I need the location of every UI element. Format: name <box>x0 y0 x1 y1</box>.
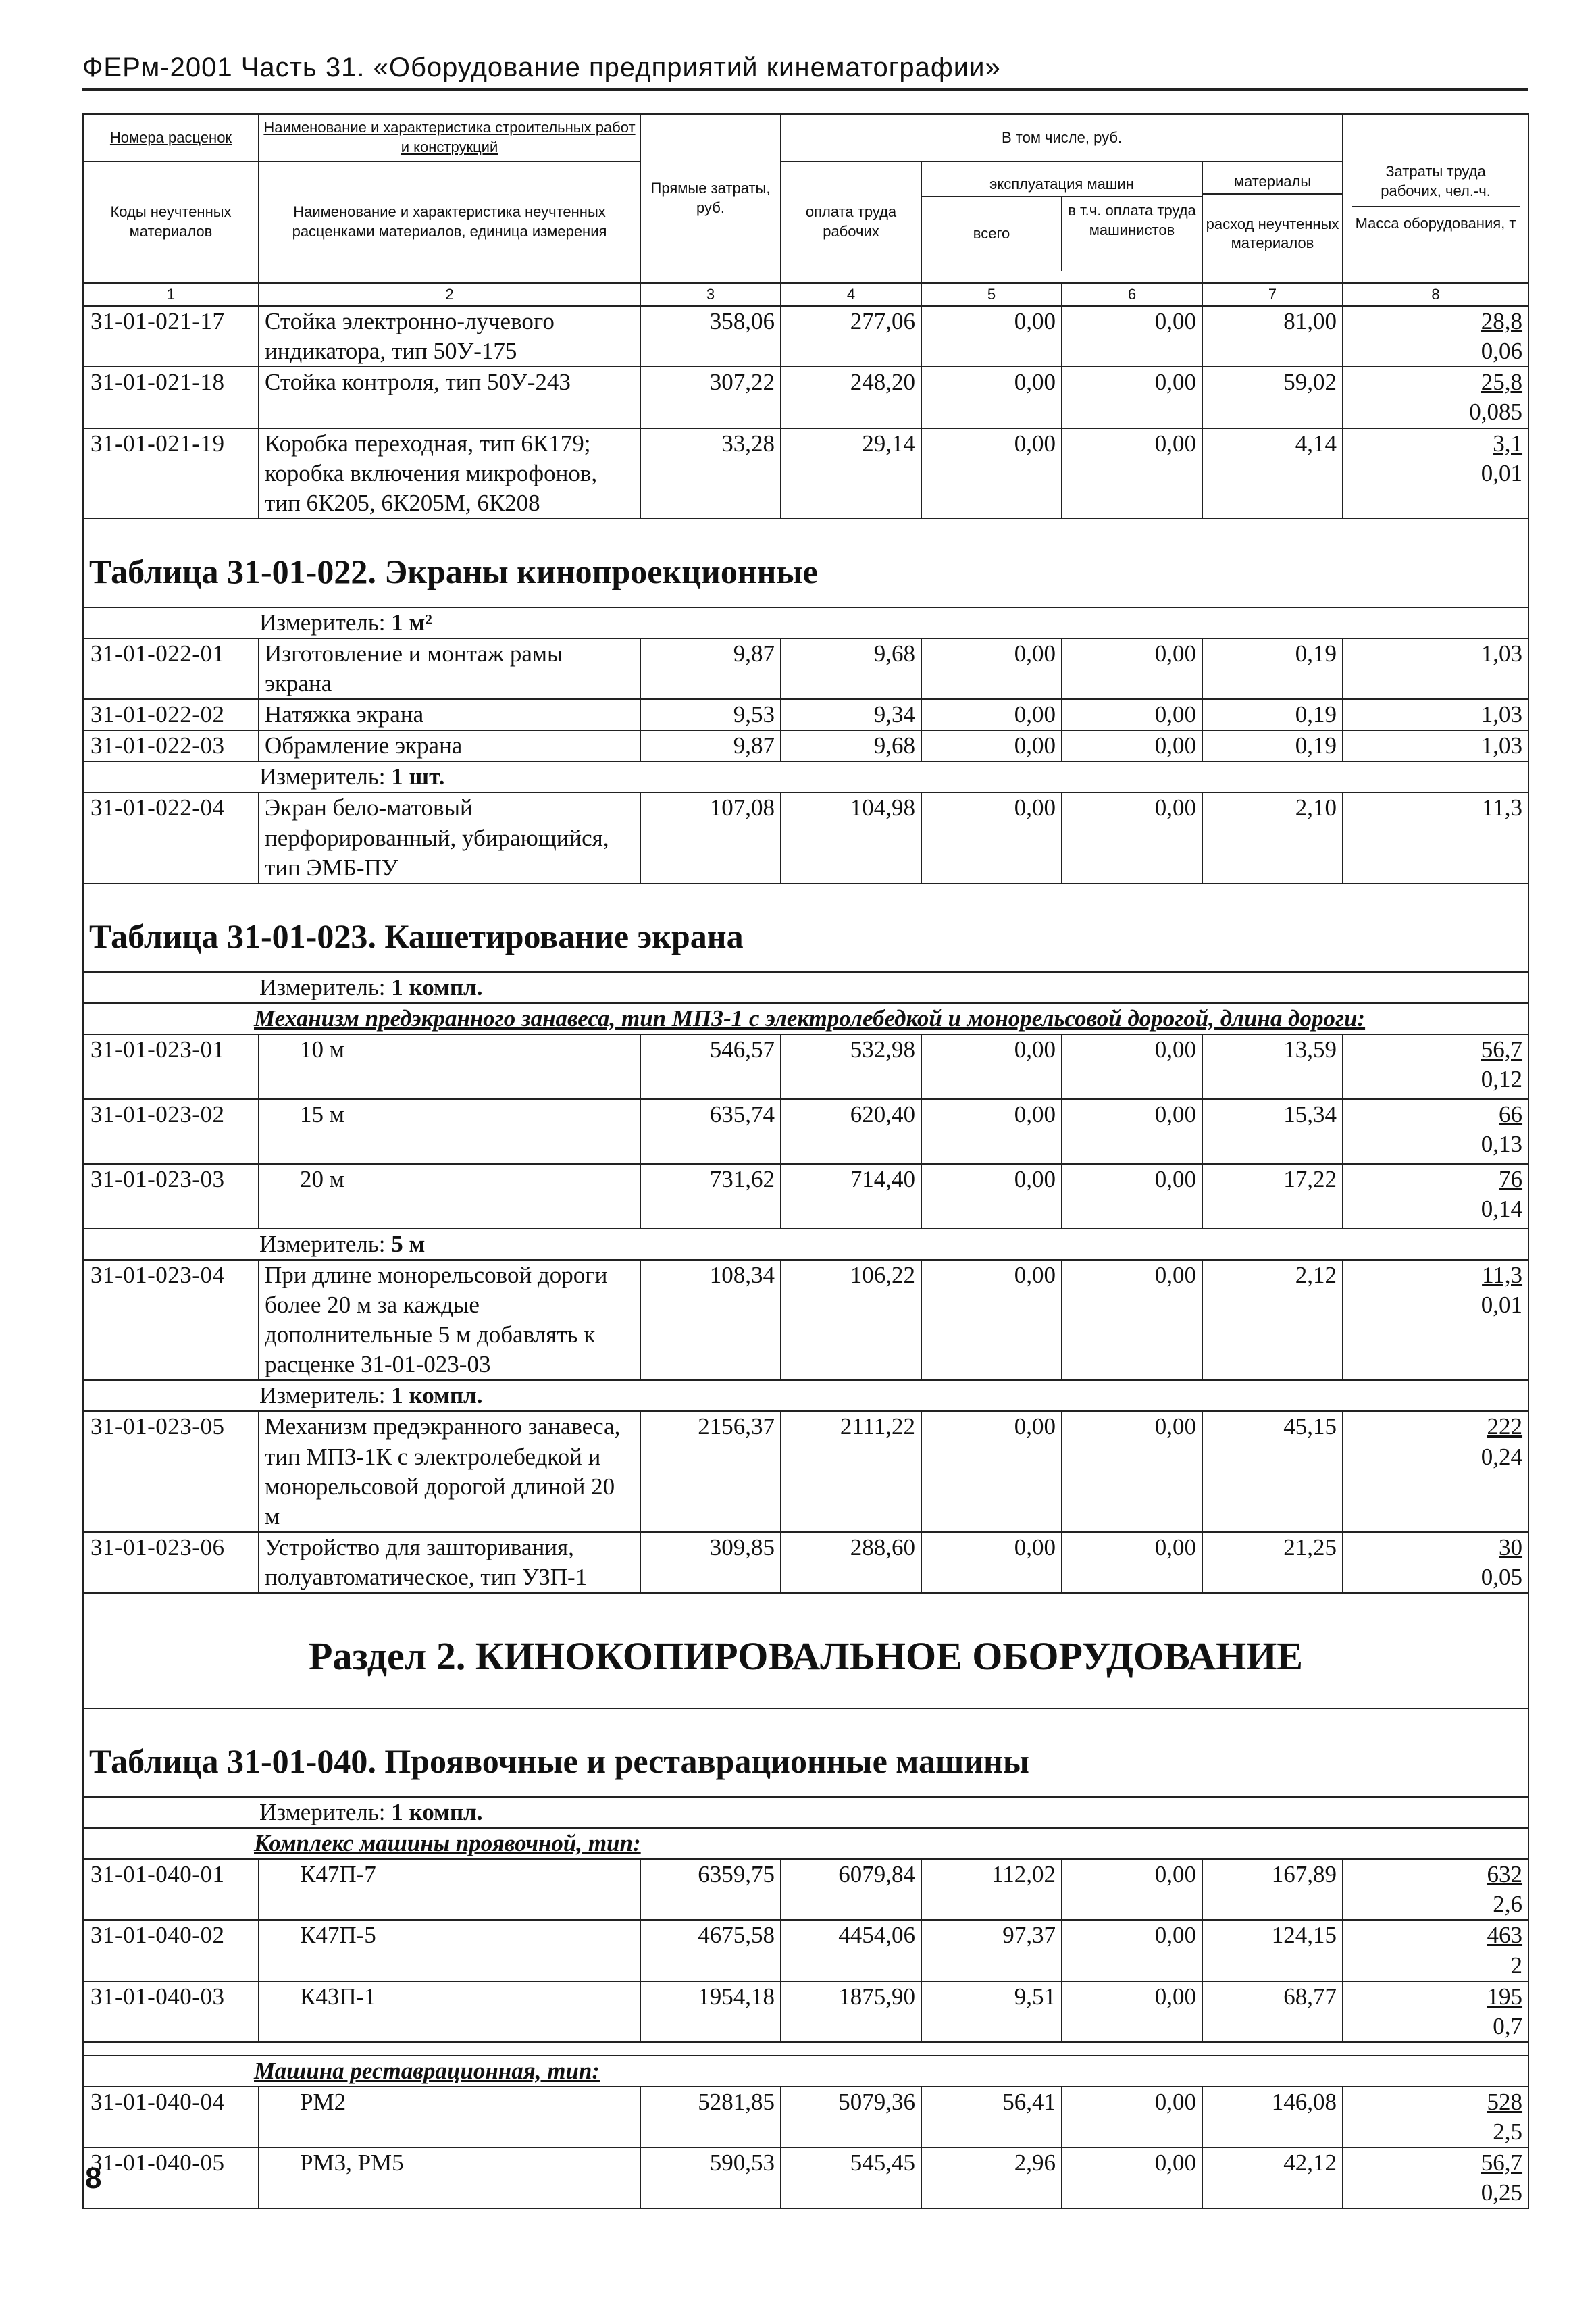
rate-name: РМ3, РМ5 <box>259 2147 640 2208</box>
value-mwage: 0,00 <box>1062 367 1202 428</box>
value-mwage: 0,00 <box>1062 730 1202 761</box>
spacer-row <box>83 2042 1528 2056</box>
meter-unit: 1 м² <box>391 609 432 636</box>
value-mach: 0,00 <box>921 730 1062 761</box>
rate-row <box>83 730 1528 761</box>
value-mwage: 0,00 <box>1062 1164 1202 1229</box>
value-mach: 0,00 <box>921 1411 1062 1531</box>
group-heading: Машина реставрационная, тип: <box>83 2056 1528 2087</box>
value-mwage: 0,00 <box>1062 792 1202 883</box>
value-direct: 2156,37 <box>640 1411 781 1531</box>
value-mach: 0,00 <box>921 638 1062 699</box>
value-wage: 9,68 <box>781 638 921 699</box>
rate-code: 31-01-040-02 <box>83 1920 259 1981</box>
table-title-row <box>83 519 1528 607</box>
value-wage: 2111,22 <box>781 1411 921 1531</box>
meter-label: Измеритель: <box>259 1230 386 1257</box>
value-wage: 5079,36 <box>781 2087 921 2147</box>
value-direct: 731,62 <box>640 1164 781 1229</box>
rate-name: Экран бело-матовый перфорированный, убирающийся, тип ЭМБ-ПУ <box>259 792 640 883</box>
meter-cell <box>83 1229 1528 1260</box>
value-direct: 358,06 <box>640 306 781 367</box>
labor-mass-cell <box>1343 792 1528 883</box>
rate-name: При длине монорельсовой дороги более 20 м за каждые дополнительные 5 м добавлять к расценке 31-01-023-03 <box>259 1260 640 1380</box>
value-mwage: 0,00 <box>1062 306 1202 367</box>
labor-value: 56,7 <box>1481 1036 1523 1063</box>
value-mach: 0,00 <box>921 1164 1062 1229</box>
table-header <box>83 114 1528 283</box>
column-number: 6 <box>1062 283 1202 306</box>
labor-value: 30 <box>1499 1533 1523 1560</box>
col-header-machines <box>921 161 1202 283</box>
table-title: Таблица 31-01-040. Проявочные и реставрационные машины <box>83 1708 1528 1797</box>
mass-value: 0,24 <box>1481 1443 1523 1470</box>
labor-mass-cell <box>1343 730 1528 761</box>
meter-label: Измеритель: <box>259 1799 386 1826</box>
rate-name: К47П-5 <box>259 1920 640 1981</box>
value-direct: 635,74 <box>640 1099 781 1164</box>
column-number: 4 <box>781 283 921 306</box>
rate-code: 31-01-023-02 <box>83 1099 259 1164</box>
table-title: Таблица 31-01-022. Экраны кинопроекционные <box>83 519 1528 607</box>
value-wage: 277,06 <box>781 306 921 367</box>
rate-code: 31-01-040-03 <box>83 1981 259 2042</box>
rate-code: 31-01-021-17 <box>83 306 259 367</box>
mass-value: 0,14 <box>1481 1195 1523 1222</box>
value-mach: 0,00 <box>921 792 1062 883</box>
rate-row <box>83 367 1528 428</box>
labor-value: 632 <box>1487 1861 1523 1888</box>
labor-mass-cell <box>1343 428 1528 519</box>
value-mach: 0,00 <box>921 367 1062 428</box>
col-header-material-name: Наименование и характеристика неучтенных расценками материалов, единица измерения <box>259 161 640 283</box>
labor-mass-cell <box>1343 1532 1528 1593</box>
value-mwage: 0,00 <box>1062 1099 1202 1164</box>
value-mach: 0,00 <box>921 1099 1062 1164</box>
rate-row <box>83 1532 1528 1593</box>
value-direct: 9,53 <box>640 699 781 730</box>
rate-code: 31-01-022-03 <box>83 730 259 761</box>
mass-value: 0,7 <box>1493 2012 1523 2039</box>
rate-code: 31-01-023-05 <box>83 1411 259 1531</box>
value-direct: 108,34 <box>640 1260 781 1380</box>
rate-row <box>83 2087 1528 2147</box>
labor-mass-cell <box>1343 1034 1528 1099</box>
labor-mass-cell <box>1343 638 1528 699</box>
mass-value: 0,01 <box>1481 1292 1523 1319</box>
col-header-wages: оплата труда рабочих <box>781 161 921 283</box>
value-direct: 9,87 <box>640 730 781 761</box>
mass-value: 0,12 <box>1481 1065 1523 1092</box>
meter-unit: 5 м <box>391 1230 426 1257</box>
value-mach: 56,41 <box>921 2087 1062 2147</box>
table-title: Таблица 31-01-023. Кашетирование экрана <box>83 884 1528 972</box>
value-mach: 0,00 <box>921 699 1062 730</box>
value-direct: 1954,18 <box>640 1981 781 2042</box>
value-mwage: 0,00 <box>1062 1411 1202 1531</box>
value-direct: 309,85 <box>640 1532 781 1593</box>
col-header-rate-numbers: Номера расценок <box>83 114 259 161</box>
labor-value: 76 <box>1499 1165 1523 1192</box>
value-mat: 15,34 <box>1202 1099 1343 1164</box>
rate-name: К43П-1 <box>259 1981 640 2042</box>
labor-mass-cell <box>1343 1164 1528 1229</box>
meter-unit: 1 компл. <box>391 1799 483 1826</box>
value-mwage: 0,00 <box>1062 1034 1202 1099</box>
meter-unit: 1 компл. <box>391 973 483 1000</box>
col-header-machines-sub <box>922 197 1202 271</box>
column-number: 7 <box>1202 283 1343 306</box>
value-mwage: 0,00 <box>1062 1532 1202 1593</box>
labor-value: 28,8 <box>1481 308 1523 335</box>
rate-code: 31-01-022-02 <box>83 699 259 730</box>
value-direct: 590,53 <box>640 2147 781 2208</box>
value-mat: 13,59 <box>1202 1034 1343 1099</box>
column-number: 1 <box>83 283 259 306</box>
value-mwage: 0,00 <box>1062 2087 1202 2147</box>
labor-value: 56,7 <box>1481 2150 1523 2177</box>
rate-row <box>83 1859 1528 1920</box>
meter-row <box>83 607 1528 638</box>
value-direct: 5281,85 <box>640 2087 781 2147</box>
section-title: Раздел 2. КИНОКОПИРОВАЛЬНОЕ ОБОРУДОВАНИЕ <box>83 1593 1528 1708</box>
rate-row <box>83 1260 1528 1380</box>
meter-cell <box>83 1380 1528 1411</box>
value-mach: 9,51 <box>921 1981 1062 2042</box>
value-wage: 106,22 <box>781 1260 921 1380</box>
table-body <box>83 283 1528 2208</box>
rate-code: 31-01-021-18 <box>83 367 259 428</box>
rates-sheet <box>82 113 1528 2209</box>
value-mach: 0,00 <box>921 1260 1062 1380</box>
value-mwage: 0,00 <box>1062 1859 1202 1920</box>
value-mach: 0,00 <box>921 1034 1062 1099</box>
value-mwage: 0,00 <box>1062 1981 1202 2042</box>
labor-mass-cell <box>1343 1260 1528 1380</box>
value-mwage: 0,00 <box>1062 638 1202 699</box>
col-header-materials <box>1202 161 1343 283</box>
rate-row <box>83 1920 1528 1981</box>
rate-row <box>83 1034 1528 1099</box>
value-mat: 81,00 <box>1202 306 1343 367</box>
value-mat: 167,89 <box>1202 1859 1343 1920</box>
labor-value: 1,03 <box>1481 701 1523 728</box>
rate-row <box>83 1411 1528 1531</box>
rate-name: 10 м <box>259 1034 640 1099</box>
rate-name: Механизм предэкранного занавеса, тип МПЗ-1К с электролебедкой и монорельсовой дорогой длиной 20 м <box>259 1411 640 1531</box>
value-mwage: 0,00 <box>1062 1920 1202 1981</box>
column-number-row <box>83 283 1528 306</box>
labor-value: 222 <box>1487 1413 1523 1440</box>
value-mat: 4,14 <box>1202 428 1343 519</box>
meter-cell <box>83 1797 1528 1828</box>
rate-name: Стойка контроля, тип 50У-243 <box>259 367 640 428</box>
rate-name: Стойка электронно-лучевого индикатора, тип 50У-175 <box>259 306 640 367</box>
value-mwage: 0,00 <box>1062 428 1202 519</box>
col-header-equipment-mass: Масса оборудования, т <box>1355 215 1516 232</box>
col-header-labor-costs: Затраты труда рабочих, чел.-ч. <box>1352 157 1520 207</box>
rate-name: 20 м <box>259 1164 640 1229</box>
rates-table <box>82 113 1529 2209</box>
value-mat: 45,15 <box>1202 1411 1343 1531</box>
page-title: ФЕРм-2001 Часть 31. «Оборудование предприятий кинематографии» <box>82 53 1528 91</box>
labor-mass-cell <box>1343 1099 1528 1164</box>
rate-code: 31-01-023-03 <box>83 1164 259 1229</box>
table-title-row <box>83 1708 1528 1797</box>
rate-name: К47П-7 <box>259 1859 640 1920</box>
labor-mass-cell <box>1343 2147 1528 2208</box>
meter-cell <box>83 607 1528 638</box>
rate-name: Устройство для зашторивания, полуавтоматическое, тип УЗП-1 <box>259 1532 640 1593</box>
labor-value: 11,3 <box>1482 794 1523 821</box>
labor-mass-cell <box>1343 1920 1528 1981</box>
rate-row <box>83 2147 1528 2208</box>
value-wage: 532,98 <box>781 1034 921 1099</box>
value-mach: 112,02 <box>921 1859 1062 1920</box>
value-wage: 714,40 <box>781 1164 921 1229</box>
labor-value: 66 <box>1499 1100 1523 1127</box>
labor-value: 1,03 <box>1481 732 1523 759</box>
labor-mass-cell <box>1343 1859 1528 1920</box>
group-heading: Механизм предэкранного занавеса, тип МПЗ-1 с электролебедкой и монорельсовой дорогой, длина дороги: <box>83 1003 1528 1034</box>
value-mach: 0,00 <box>921 428 1062 519</box>
value-mach: 0,00 <box>921 1532 1062 1593</box>
mass-value: 2,5 <box>1493 2118 1523 2145</box>
meter-label: Измеритель: <box>259 973 386 1000</box>
value-mat: 42,12 <box>1202 2147 1343 2208</box>
rate-code: 31-01-023-04 <box>83 1260 259 1380</box>
rate-name: Изготовление и монтаж рамы экрана <box>259 638 640 699</box>
rate-name: Обрамление экрана <box>259 730 640 761</box>
meter-cell <box>83 761 1528 792</box>
mass-value: 2 <box>1510 1952 1523 1979</box>
labor-value: 11,3 <box>1482 1261 1523 1288</box>
value-mat: 2,10 <box>1202 792 1343 883</box>
section-title-row <box>83 1593 1528 1708</box>
group-row <box>83 1828 1528 1859</box>
labor-mass-cell <box>1343 699 1528 730</box>
value-wage: 104,98 <box>781 792 921 883</box>
rate-code: 31-01-023-01 <box>83 1034 259 1099</box>
table-title-row <box>83 884 1528 972</box>
col-header-labor <box>1343 114 1528 283</box>
value-mat: 21,25 <box>1202 1532 1343 1593</box>
group-row <box>83 1003 1528 1034</box>
rate-code: 31-01-021-19 <box>83 428 259 519</box>
rate-name: Коробка переходная, тип 6К179; коробка включения микрофонов, тип 6К205, 6К205М, 6К208 <box>259 428 640 519</box>
value-mat: 17,22 <box>1202 1164 1343 1229</box>
value-wage: 248,20 <box>781 367 921 428</box>
page-number: 8 <box>85 2162 102 2195</box>
meter-row <box>83 1229 1528 1260</box>
rate-code: 31-01-040-04 <box>83 2087 259 2147</box>
mass-value: 0,05 <box>1481 1563 1523 1590</box>
labor-value: 195 <box>1487 1983 1523 2010</box>
value-wage: 9,68 <box>781 730 921 761</box>
value-mwage: 0,00 <box>1062 1260 1202 1380</box>
value-wage: 4454,06 <box>781 1920 921 1981</box>
labor-value: 25,8 <box>1481 369 1523 396</box>
col-header-material-codes: Коды неучтенных материалов <box>83 161 259 283</box>
column-number: 8 <box>1343 283 1528 306</box>
meter-label: Измеритель: <box>259 1382 386 1409</box>
labor-value: 3,1 <box>1493 430 1523 457</box>
rate-code: 31-01-022-01 <box>83 638 259 699</box>
labor-mass-cell <box>1343 1411 1528 1531</box>
meter-row <box>83 972 1528 1003</box>
value-direct: 33,28 <box>640 428 781 519</box>
col-header-direct-costs: Прямые затраты, руб. <box>640 114 781 283</box>
value-mat: 0,19 <box>1202 699 1343 730</box>
col-header-machines-total: всего <box>922 197 1062 271</box>
rate-row <box>83 1099 1528 1164</box>
column-number: 2 <box>259 283 640 306</box>
value-mat: 0,19 <box>1202 638 1343 699</box>
col-header-material-usage: расход неучтенных материалов <box>1206 215 1339 252</box>
value-direct: 307,22 <box>640 367 781 428</box>
value-mwage: 0,00 <box>1062 2147 1202 2208</box>
meter-row <box>83 1380 1528 1411</box>
value-mat: 146,08 <box>1202 2087 1343 2147</box>
value-mat: 59,02 <box>1202 367 1343 428</box>
meter-unit: 1 компл. <box>391 1382 483 1409</box>
rate-name: Натяжка экрана <box>259 699 640 730</box>
mass-value: 0,01 <box>1481 459 1523 486</box>
group-row <box>83 2056 1528 2087</box>
value-mach: 97,37 <box>921 1920 1062 1981</box>
mass-value: 0,06 <box>1481 338 1523 365</box>
meter-row <box>83 761 1528 792</box>
mass-value: 0,13 <box>1481 1130 1523 1157</box>
value-mat: 0,19 <box>1202 730 1343 761</box>
col-header-machines-title: эксплуатация машин <box>922 174 1202 197</box>
labor-mass-cell <box>1343 306 1528 367</box>
value-mat: 124,15 <box>1202 1920 1343 1981</box>
value-direct: 546,57 <box>640 1034 781 1099</box>
value-direct: 9,87 <box>640 638 781 699</box>
mass-value: 2,6 <box>1493 1891 1523 1918</box>
rate-row <box>83 792 1528 883</box>
labor-mass-cell <box>1343 2087 1528 2147</box>
labor-value: 1,03 <box>1481 640 1523 667</box>
group-heading: Комплекс машины проявочной, тип: <box>83 1828 1528 1859</box>
value-wage: 29,14 <box>781 428 921 519</box>
rate-row <box>83 1164 1528 1229</box>
value-wage: 545,45 <box>781 2147 921 2208</box>
mass-value: 0,085 <box>1469 399 1523 426</box>
value-wage: 620,40 <box>781 1099 921 1164</box>
rate-row <box>83 306 1528 367</box>
value-mat: 68,77 <box>1202 1981 1343 2042</box>
rate-code: 31-01-022-04 <box>83 792 259 883</box>
col-header-materials-title: материалы <box>1203 171 1342 195</box>
meter-label: Измеритель: <box>259 763 386 790</box>
meter-cell <box>83 972 1528 1003</box>
meter-row <box>83 1797 1528 1828</box>
value-wage: 288,60 <box>781 1532 921 1593</box>
value-mat: 2,12 <box>1202 1260 1343 1380</box>
rate-row <box>83 699 1528 730</box>
rate-row <box>83 638 1528 699</box>
rate-code: 31-01-040-05 <box>83 2147 259 2208</box>
value-mach: 2,96 <box>921 2147 1062 2208</box>
rate-name: 15 м <box>259 1099 640 1164</box>
spacer-cell <box>83 2042 1528 2056</box>
value-wage: 6079,84 <box>781 1859 921 1920</box>
value-direct: 4675,58 <box>640 1920 781 1981</box>
col-header-machinist-wages: в т.ч. оплата труда машинистов <box>1068 202 1196 238</box>
rate-row <box>83 428 1528 519</box>
value-direct: 107,08 <box>640 792 781 883</box>
col-header-work-name: Наименование и характеристика строительных работ и конструкций <box>259 114 640 161</box>
value-mach: 0,00 <box>921 306 1062 367</box>
rate-code: 31-01-023-06 <box>83 1532 259 1593</box>
labor-mass-cell <box>1343 367 1528 428</box>
meter-unit: 1 шт. <box>391 763 445 790</box>
col-header-including: В том числе, руб. <box>781 114 1343 161</box>
rate-row <box>83 1981 1528 2042</box>
mass-value: 0,25 <box>1481 2179 1523 2206</box>
value-direct: 6359,75 <box>640 1859 781 1920</box>
labor-value: 463 <box>1487 1922 1523 1949</box>
labor-mass-cell <box>1343 1981 1528 2042</box>
meter-label: Измеритель: <box>259 609 386 636</box>
column-number: 5 <box>921 283 1062 306</box>
column-number: 3 <box>640 283 781 306</box>
rate-name: РМ2 <box>259 2087 640 2147</box>
labor-value: 528 <box>1487 2088 1523 2115</box>
value-wage: 1875,90 <box>781 1981 921 2042</box>
value-wage: 9,34 <box>781 699 921 730</box>
value-mwage: 0,00 <box>1062 699 1202 730</box>
rate-code: 31-01-040-01 <box>83 1859 259 1920</box>
